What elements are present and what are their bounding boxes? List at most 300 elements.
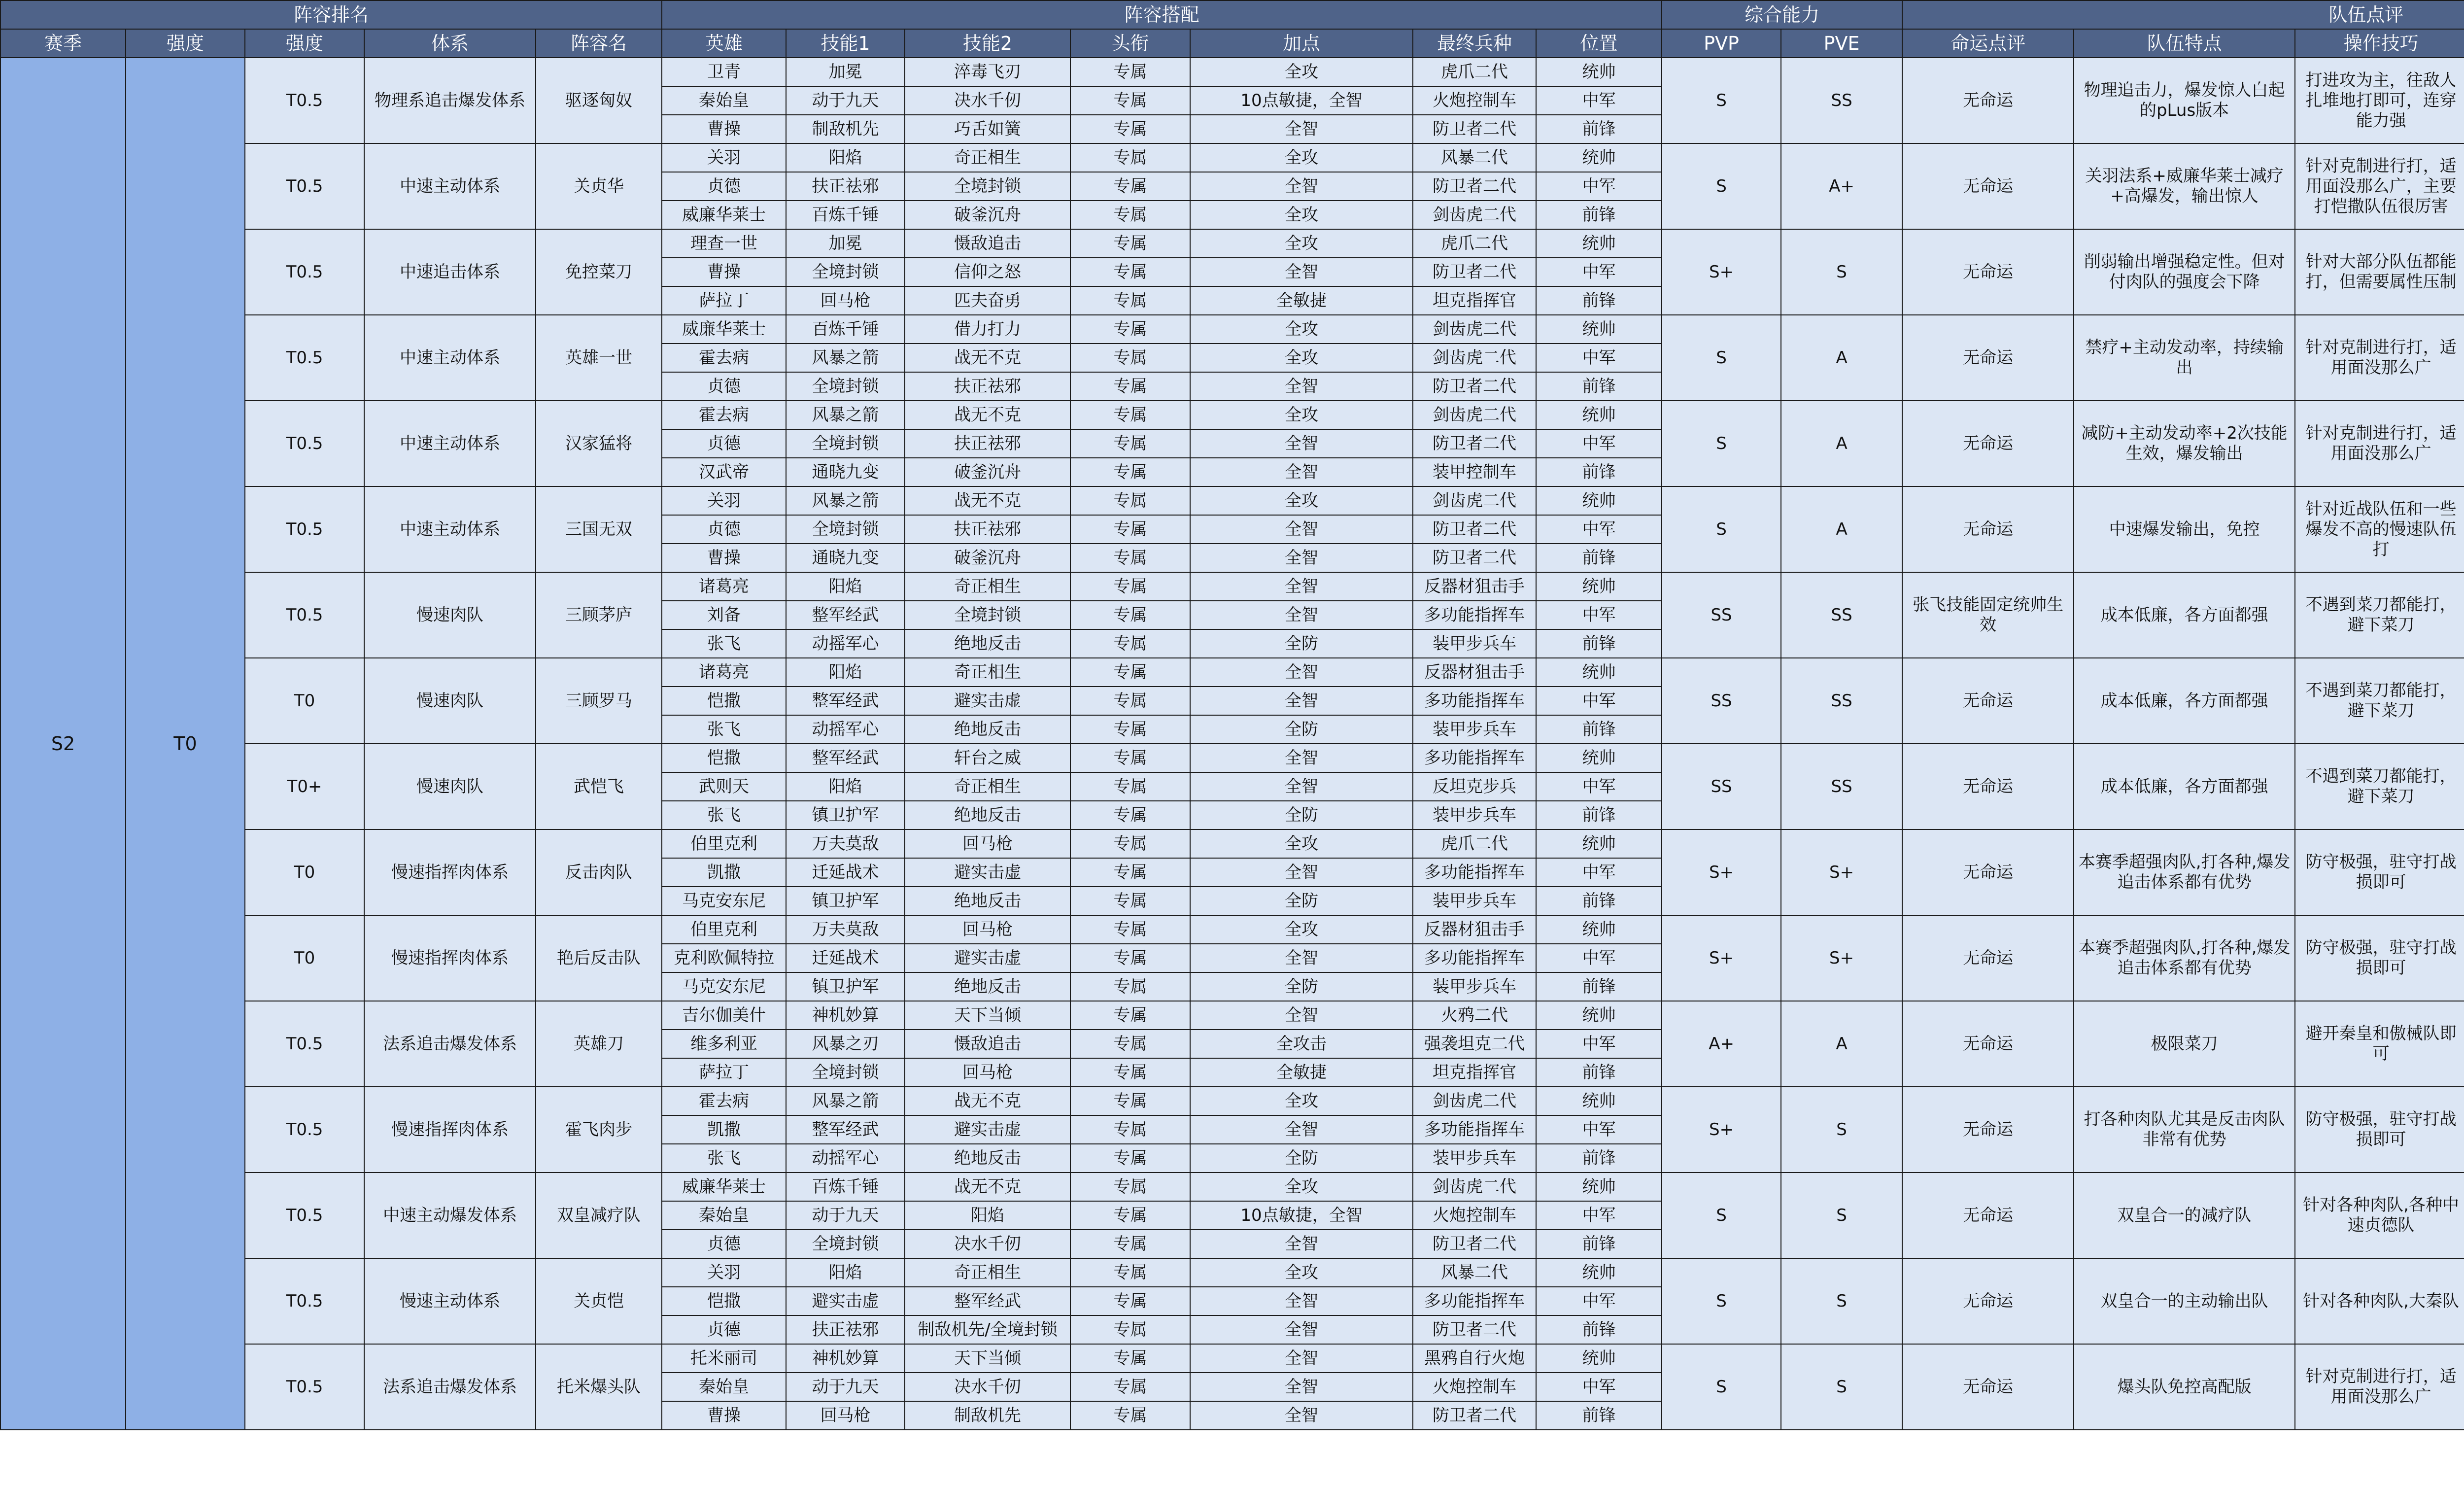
lineup-name: 武恺飞 <box>536 744 662 829</box>
position: 前锋 <box>1536 801 1662 829</box>
pve-rating: SS <box>1781 658 1902 744</box>
pvp-rating: S <box>1662 1258 1781 1344</box>
team-feature-text: 关羽法系+威廉华莱士减疗+高爆发，输出惊人 <box>2085 166 2284 206</box>
position: 前锋 <box>1536 1315 1662 1344</box>
fate-comment: 无命运 <box>1902 143 2074 229</box>
final-unit: 火炮控制车 <box>1413 1373 1536 1401</box>
lineup-name: 三顾罗马 <box>536 658 662 744</box>
lineup-tier: T0.5 <box>245 401 364 486</box>
hero-name: 威廉华莱士 <box>662 201 786 229</box>
operation-tips <box>2295 1258 2464 1344</box>
column-header: 技能2 <box>905 29 1070 58</box>
operation-tips-text: 针对各种肉队,大秦队 <box>2303 1291 2459 1311</box>
hero-name: 凯撒 <box>662 858 786 887</box>
final-unit: 虎爪二代 <box>1413 58 1536 86</box>
hero-name: 武则天 <box>662 772 786 801</box>
team-feature <box>2074 1001 2295 1087</box>
pve-rating: S <box>1781 229 1902 315</box>
pvp-rating: S+ <box>1662 229 1781 315</box>
skill-2: 制敌机先/全境封锁 <box>905 1315 1070 1344</box>
title: 专属 <box>1070 1230 1190 1258</box>
fate-comment: 无命运 <box>1902 401 2074 486</box>
lineup-system: 慢速肉队 <box>364 658 536 744</box>
title: 专属 <box>1070 401 1190 429</box>
table-row <box>0 229 2464 258</box>
skill-2: 绝地反击 <box>905 715 1070 744</box>
title: 专属 <box>1070 1201 1190 1230</box>
title: 专属 <box>1070 829 1190 858</box>
table-row <box>0 829 2464 858</box>
lineup-system: 慢速指挥肉体系 <box>364 1087 536 1173</box>
position: 前锋 <box>1536 286 1662 315</box>
points: 全攻 <box>1190 915 1413 944</box>
final-unit: 火鸦二代 <box>1413 1001 1536 1030</box>
position: 统帅 <box>1536 143 1662 172</box>
team-feature-text: 打各种肉队尤其是反击肉队非常有优势 <box>2084 1109 2285 1149</box>
title: 专属 <box>1070 858 1190 887</box>
position: 前锋 <box>1536 972 1662 1001</box>
team-feature-text: 减防+主动发动率+2次技能生效，爆发输出 <box>2081 423 2288 463</box>
points: 全智 <box>1190 372 1413 401</box>
table-row <box>0 143 2464 172</box>
season-cell: S2 <box>0 58 126 1430</box>
hero-name: 刘备 <box>662 601 786 629</box>
team-feature-text: 本赛季超强肉队,打各种,爆发追击体系都有优势 <box>2078 938 2291 978</box>
skill-2: 战无不克 <box>905 344 1070 372</box>
title: 专属 <box>1070 801 1190 829</box>
skill-2: 绝地反击 <box>905 629 1070 658</box>
hero-name: 关羽 <box>662 143 786 172</box>
title: 专属 <box>1070 201 1190 229</box>
lineup-system: 慢速主动体系 <box>364 1258 536 1344</box>
final-unit: 剑齿虎二代 <box>1413 486 1536 515</box>
pvp-rating: S+ <box>1662 829 1781 915</box>
title: 专属 <box>1070 58 1190 86</box>
team-feature-text: 双皇合一的主动输出队 <box>2100 1291 2268 1311</box>
lineup-tier: T0.5 <box>245 572 364 658</box>
lineup-system: 慢速指挥肉体系 <box>364 829 536 915</box>
lineup-system: 中速主动体系 <box>364 143 536 229</box>
points: 全攻 <box>1190 58 1413 86</box>
tier-cell: T0 <box>126 58 245 1430</box>
points: 全智 <box>1190 115 1413 143</box>
fate-comment: 无命运 <box>1902 829 2074 915</box>
table-row <box>0 58 2464 86</box>
fate-comment: 无命运 <box>1902 1258 2074 1344</box>
skill-2: 巧舌如簧 <box>905 115 1070 143</box>
lineup-system: 慢速指挥肉体系 <box>364 915 536 1001</box>
hero-name: 张飞 <box>662 801 786 829</box>
fate-comment: 无命运 <box>1902 1087 2074 1173</box>
points: 全智 <box>1190 1373 1413 1401</box>
title: 专属 <box>1070 1030 1190 1058</box>
position: 中军 <box>1536 1201 1662 1230</box>
hero-name: 贞德 <box>662 1230 786 1258</box>
fate-comment: 无命运 <box>1902 229 2074 315</box>
points: 全智 <box>1190 515 1413 544</box>
points: 全智 <box>1190 687 1413 715</box>
skill-1: 风暴之箭 <box>786 344 905 372</box>
points: 全攻 <box>1190 143 1413 172</box>
position: 统帅 <box>1536 1258 1662 1287</box>
hero-name: 卫青 <box>662 58 786 86</box>
skill-2: 避实击虚 <box>905 1115 1070 1144</box>
final-unit: 剑齿虎二代 <box>1413 201 1536 229</box>
points: 全智 <box>1190 858 1413 887</box>
title: 专属 <box>1070 286 1190 315</box>
column-header: 命运点评 <box>1902 29 2074 58</box>
position: 前锋 <box>1536 715 1662 744</box>
skill-2: 全境封锁 <box>905 601 1070 629</box>
title: 专属 <box>1070 1173 1190 1201</box>
points: 全智 <box>1190 1115 1413 1144</box>
lineup-tier: T0.5 <box>245 1087 364 1173</box>
title: 专属 <box>1070 1373 1190 1401</box>
points: 全智 <box>1190 658 1413 687</box>
hero-name: 诸葛亮 <box>662 572 786 601</box>
position: 统帅 <box>1536 229 1662 258</box>
team-feature <box>2074 1173 2295 1258</box>
fate-comment: 无命运 <box>1902 58 2074 143</box>
points: 全攻 <box>1190 315 1413 344</box>
final-unit: 虎爪二代 <box>1413 829 1536 858</box>
hero-name: 马克安东尼 <box>662 887 786 915</box>
pvp-rating: S <box>1662 401 1781 486</box>
lineup-system: 中速追击体系 <box>364 229 536 315</box>
title: 专属 <box>1070 1287 1190 1315</box>
title: 专属 <box>1070 515 1190 544</box>
final-unit: 装甲控制车 <box>1413 458 1536 486</box>
pve-rating: SS <box>1781 744 1902 829</box>
position: 统帅 <box>1536 829 1662 858</box>
team-feature-text: 成本低廉，各方面都强 <box>2100 605 2268 625</box>
skill-1: 动摇军心 <box>786 1144 905 1173</box>
skill-2: 扶正祛邪 <box>905 372 1070 401</box>
skill-1: 避实击虚 <box>786 1287 905 1315</box>
column-header: 赛季 <box>0 29 126 58</box>
position: 前锋 <box>1536 629 1662 658</box>
skill-1: 镇卫护军 <box>786 801 905 829</box>
lineup-name: 双皇减疗队 <box>536 1173 662 1258</box>
table-row <box>0 401 2464 429</box>
team-feature-text: 双皇合一的减疗队 <box>2117 1205 2252 1225</box>
lineup-name: 艳后反击队 <box>536 915 662 1001</box>
title: 专属 <box>1070 258 1190 286</box>
pve-rating: A <box>1781 1001 1902 1087</box>
points: 全智 <box>1190 601 1413 629</box>
lineup-name: 英雄一世 <box>536 315 662 401</box>
position: 统帅 <box>1536 915 1662 944</box>
title: 专属 <box>1070 344 1190 372</box>
final-unit: 防卫者二代 <box>1413 172 1536 201</box>
position: 中军 <box>1536 515 1662 544</box>
skill-1: 风暴之箭 <box>786 401 905 429</box>
position: 中军 <box>1536 86 1662 115</box>
skill-1: 全境封锁 <box>786 372 905 401</box>
pve-rating: A <box>1781 315 1902 401</box>
pvp-rating: SS <box>1662 658 1781 744</box>
lineup-name: 驱逐匈奴 <box>536 58 662 143</box>
position: 前锋 <box>1536 1144 1662 1173</box>
position: 中军 <box>1536 172 1662 201</box>
hero-name: 汉武帝 <box>662 458 786 486</box>
final-unit: 多功能指挥车 <box>1413 944 1536 972</box>
table-row <box>0 1258 2464 1287</box>
skill-1: 镇卫护军 <box>786 887 905 915</box>
skill-1: 制敌机先 <box>786 115 905 143</box>
skill-2: 扶正祛邪 <box>905 515 1070 544</box>
skill-2: 回马枪 <box>905 915 1070 944</box>
skill-1: 阳焰 <box>786 143 905 172</box>
hero-name: 克利欧佩特拉 <box>662 944 786 972</box>
lineup-system: 中速主动体系 <box>364 315 536 401</box>
hero-name: 威廉华莱士 <box>662 315 786 344</box>
skill-2: 奇正相生 <box>905 772 1070 801</box>
skill-1: 风暴之刃 <box>786 1030 905 1058</box>
hero-name: 曹操 <box>662 258 786 286</box>
operation-tips <box>2295 915 2464 1001</box>
lineup-tier: T0.5 <box>245 143 364 229</box>
points: 全智 <box>1190 1315 1413 1344</box>
skill-1: 动于九天 <box>786 1373 905 1401</box>
skill-2: 慑敌追击 <box>905 229 1070 258</box>
title: 专属 <box>1070 601 1190 629</box>
table-row <box>0 1001 2464 1030</box>
title: 专属 <box>1070 1058 1190 1087</box>
skill-2: 奇正相生 <box>905 658 1070 687</box>
team-feature <box>2074 572 2295 658</box>
skill-2: 战无不克 <box>905 401 1070 429</box>
final-unit: 风暴二代 <box>1413 143 1536 172</box>
column-header-row <box>0 29 2464 58</box>
position: 中军 <box>1536 429 1662 458</box>
skill-1: 加冕 <box>786 58 905 86</box>
pve-rating: S <box>1781 1258 1902 1344</box>
final-unit: 装甲步兵车 <box>1413 801 1536 829</box>
points: 全攻击 <box>1190 1030 1413 1058</box>
final-unit: 防卫者二代 <box>1413 372 1536 401</box>
title: 专属 <box>1070 887 1190 915</box>
hero-name: 霍去病 <box>662 344 786 372</box>
final-unit: 火炮控制车 <box>1413 1201 1536 1230</box>
title: 专属 <box>1070 315 1190 344</box>
skill-2: 慑敌追击 <box>905 1030 1070 1058</box>
position: 中军 <box>1536 1373 1662 1401</box>
position: 统帅 <box>1536 486 1662 515</box>
skill-1: 神机妙算 <box>786 1344 905 1373</box>
lineup-name: 霍飞肉步 <box>536 1087 662 1173</box>
pve-rating: S <box>1781 1173 1902 1258</box>
title: 专属 <box>1070 1115 1190 1144</box>
hero-name: 萨拉丁 <box>662 286 786 315</box>
group-header-row <box>0 0 2464 29</box>
operation-tips-text: 避开秦皇和傲械队即可 <box>2305 1024 2457 1064</box>
team-feature <box>2074 315 2295 401</box>
hero-name: 凯撒 <box>662 1115 786 1144</box>
column-header: 阵容名 <box>536 29 662 58</box>
column-header: 体系 <box>364 29 536 58</box>
pve-rating: A+ <box>1781 143 1902 229</box>
operation-tips-text: 不遇到菜刀都能打，避下菜刀 <box>2305 681 2457 721</box>
column-header: PVP <box>1662 29 1781 58</box>
final-unit: 装甲步兵车 <box>1413 629 1536 658</box>
skill-1: 回马枪 <box>786 1401 905 1430</box>
team-feature <box>2074 744 2295 829</box>
skill-1: 扶正祛邪 <box>786 1315 905 1344</box>
skill-2: 信仰之怒 <box>905 258 1070 286</box>
skill-2: 绝地反击 <box>905 801 1070 829</box>
skill-1: 神机妙算 <box>786 1001 905 1030</box>
final-unit: 反坦克步兵 <box>1413 772 1536 801</box>
hero-name: 曹操 <box>662 115 786 143</box>
lineup-name: 托米爆头队 <box>536 1344 662 1430</box>
skill-2: 奇正相生 <box>905 572 1070 601</box>
skill-2: 天下当倾 <box>905 1344 1070 1373</box>
position: 中军 <box>1536 944 1662 972</box>
hero-name: 关羽 <box>662 1258 786 1287</box>
skill-1: 迁延战术 <box>786 944 905 972</box>
hero-name: 理查一世 <box>662 229 786 258</box>
points: 全智 <box>1190 744 1413 772</box>
lineup-tier: T0 <box>245 829 364 915</box>
hero-name: 马克安东尼 <box>662 972 786 1001</box>
hero-name: 恺撒 <box>662 687 786 715</box>
hero-name: 秦始皇 <box>662 1373 786 1401</box>
fate-comment: 无命运 <box>1902 744 2074 829</box>
operation-tips <box>2295 1001 2464 1087</box>
operation-tips-text: 防守极强，驻守打战损即可 <box>2305 938 2457 978</box>
pve-rating: S <box>1781 1344 1902 1430</box>
pve-rating: A <box>1781 401 1902 486</box>
final-unit: 防卫者二代 <box>1413 1401 1536 1430</box>
pvp-rating: S <box>1662 58 1781 143</box>
fate-comment: 无命运 <box>1902 658 2074 744</box>
hero-name: 恺撒 <box>662 1287 786 1315</box>
title: 专属 <box>1070 1001 1190 1030</box>
final-unit: 风暴二代 <box>1413 1258 1536 1287</box>
points: 10点敏捷，全智 <box>1190 1201 1413 1230</box>
hero-name: 贞德 <box>662 372 786 401</box>
team-feature-text: 本赛季超强肉队,打各种,爆发追击体系都有优势 <box>2078 852 2291 892</box>
skill-2: 借力打力 <box>905 315 1070 344</box>
table-row <box>0 658 2464 687</box>
hero-name: 霍去病 <box>662 1087 786 1115</box>
pvp-rating: S <box>1662 143 1781 229</box>
final-unit: 多功能指挥车 <box>1413 687 1536 715</box>
final-unit: 多功能指挥车 <box>1413 1287 1536 1315</box>
table-row <box>0 1087 2464 1115</box>
lineup-tier: T0.5 <box>245 58 364 143</box>
skill-2: 破釜沉舟 <box>905 201 1070 229</box>
hero-name: 秦始皇 <box>662 1201 786 1230</box>
points: 全攻 <box>1190 829 1413 858</box>
title: 专属 <box>1070 143 1190 172</box>
position: 中军 <box>1536 344 1662 372</box>
points: 全智 <box>1190 1401 1413 1430</box>
position: 统帅 <box>1536 658 1662 687</box>
group-header: 队伍点评 <box>1902 0 2464 29</box>
column-header: 英雄 <box>662 29 786 58</box>
points: 全攻 <box>1190 401 1413 429</box>
skill-2: 全境封锁 <box>905 172 1070 201</box>
final-unit: 剑齿虎二代 <box>1413 1087 1536 1115</box>
team-feature-text: 物理追击力，爆发惊人白起的pLus版本 <box>2084 80 2285 120</box>
pvp-rating: A+ <box>1662 1001 1781 1087</box>
title: 专属 <box>1070 372 1190 401</box>
pvp-rating: SS <box>1662 572 1781 658</box>
skill-1: 全境封锁 <box>786 1058 905 1087</box>
team-feature <box>2074 915 2295 1001</box>
final-unit: 防卫者二代 <box>1413 115 1536 143</box>
pve-rating: A <box>1781 486 1902 572</box>
hero-name: 吉尔伽美什 <box>662 1001 786 1030</box>
skill-2: 制敌机先 <box>905 1401 1070 1430</box>
table-row <box>0 915 2464 944</box>
column-header: 强度 <box>126 29 245 58</box>
operation-tips <box>2295 401 2464 486</box>
operation-tips-text: 针对克制进行打，适用面没那么广 <box>2305 338 2457 378</box>
skill-1: 加冕 <box>786 229 905 258</box>
final-unit: 剑齿虎二代 <box>1413 1173 1536 1201</box>
position: 前锋 <box>1536 544 1662 572</box>
operation-tips <box>2295 143 2464 229</box>
team-feature <box>2074 829 2295 915</box>
position: 统帅 <box>1536 315 1662 344</box>
points: 全攻 <box>1190 486 1413 515</box>
position: 中军 <box>1536 858 1662 887</box>
skill-2: 匹夫奋勇 <box>905 286 1070 315</box>
lineup-tier: T0.5 <box>245 1344 364 1430</box>
lineup-tier: T0.5 <box>245 315 364 401</box>
final-unit: 防卫者二代 <box>1413 1230 1536 1258</box>
skill-1: 迁延战术 <box>786 858 905 887</box>
points: 全防 <box>1190 801 1413 829</box>
team-feature-text: 禁疗+主动发动率，持续输出 <box>2085 338 2284 378</box>
position: 前锋 <box>1536 458 1662 486</box>
skill-1: 全境封锁 <box>786 1230 905 1258</box>
operation-tips-text: 不遇到菜刀都能打，避下菜刀 <box>2305 766 2457 806</box>
skill-1: 扶正祛邪 <box>786 172 905 201</box>
skill-1: 整军经武 <box>786 687 905 715</box>
skill-2: 破釜沉舟 <box>905 458 1070 486</box>
title: 专属 <box>1070 1087 1190 1115</box>
final-unit: 装甲步兵车 <box>1413 887 1536 915</box>
operation-tips-text: 防守极强，驻守打战损即可 <box>2305 852 2457 892</box>
skill-1: 整军经武 <box>786 744 905 772</box>
operation-tips-text: 不遇到菜刀都能打，避下菜刀 <box>2305 595 2457 635</box>
skill-1: 回马枪 <box>786 286 905 315</box>
team-feature-text: 极限菜刀 <box>2151 1034 2218 1054</box>
operation-tips <box>2295 486 2464 572</box>
hero-name: 贞德 <box>662 172 786 201</box>
title: 专属 <box>1070 486 1190 515</box>
fate-comment: 无命运 <box>1902 1173 2074 1258</box>
skill-1: 动摇军心 <box>786 715 905 744</box>
lineup-tier: T0+ <box>245 744 364 829</box>
operation-tips <box>2295 572 2464 658</box>
final-unit: 防卫者二代 <box>1413 544 1536 572</box>
title: 专属 <box>1070 744 1190 772</box>
title: 专属 <box>1070 229 1190 258</box>
fate-comment: 无命运 <box>1902 1001 2074 1087</box>
points: 全防 <box>1190 629 1413 658</box>
team-feature <box>2074 486 2295 572</box>
position: 前锋 <box>1536 115 1662 143</box>
team-feature-text: 成本低廉，各方面都强 <box>2100 776 2268 796</box>
table-row <box>0 315 2464 344</box>
team-feature <box>2074 658 2295 744</box>
hero-name: 诸葛亮 <box>662 658 786 687</box>
